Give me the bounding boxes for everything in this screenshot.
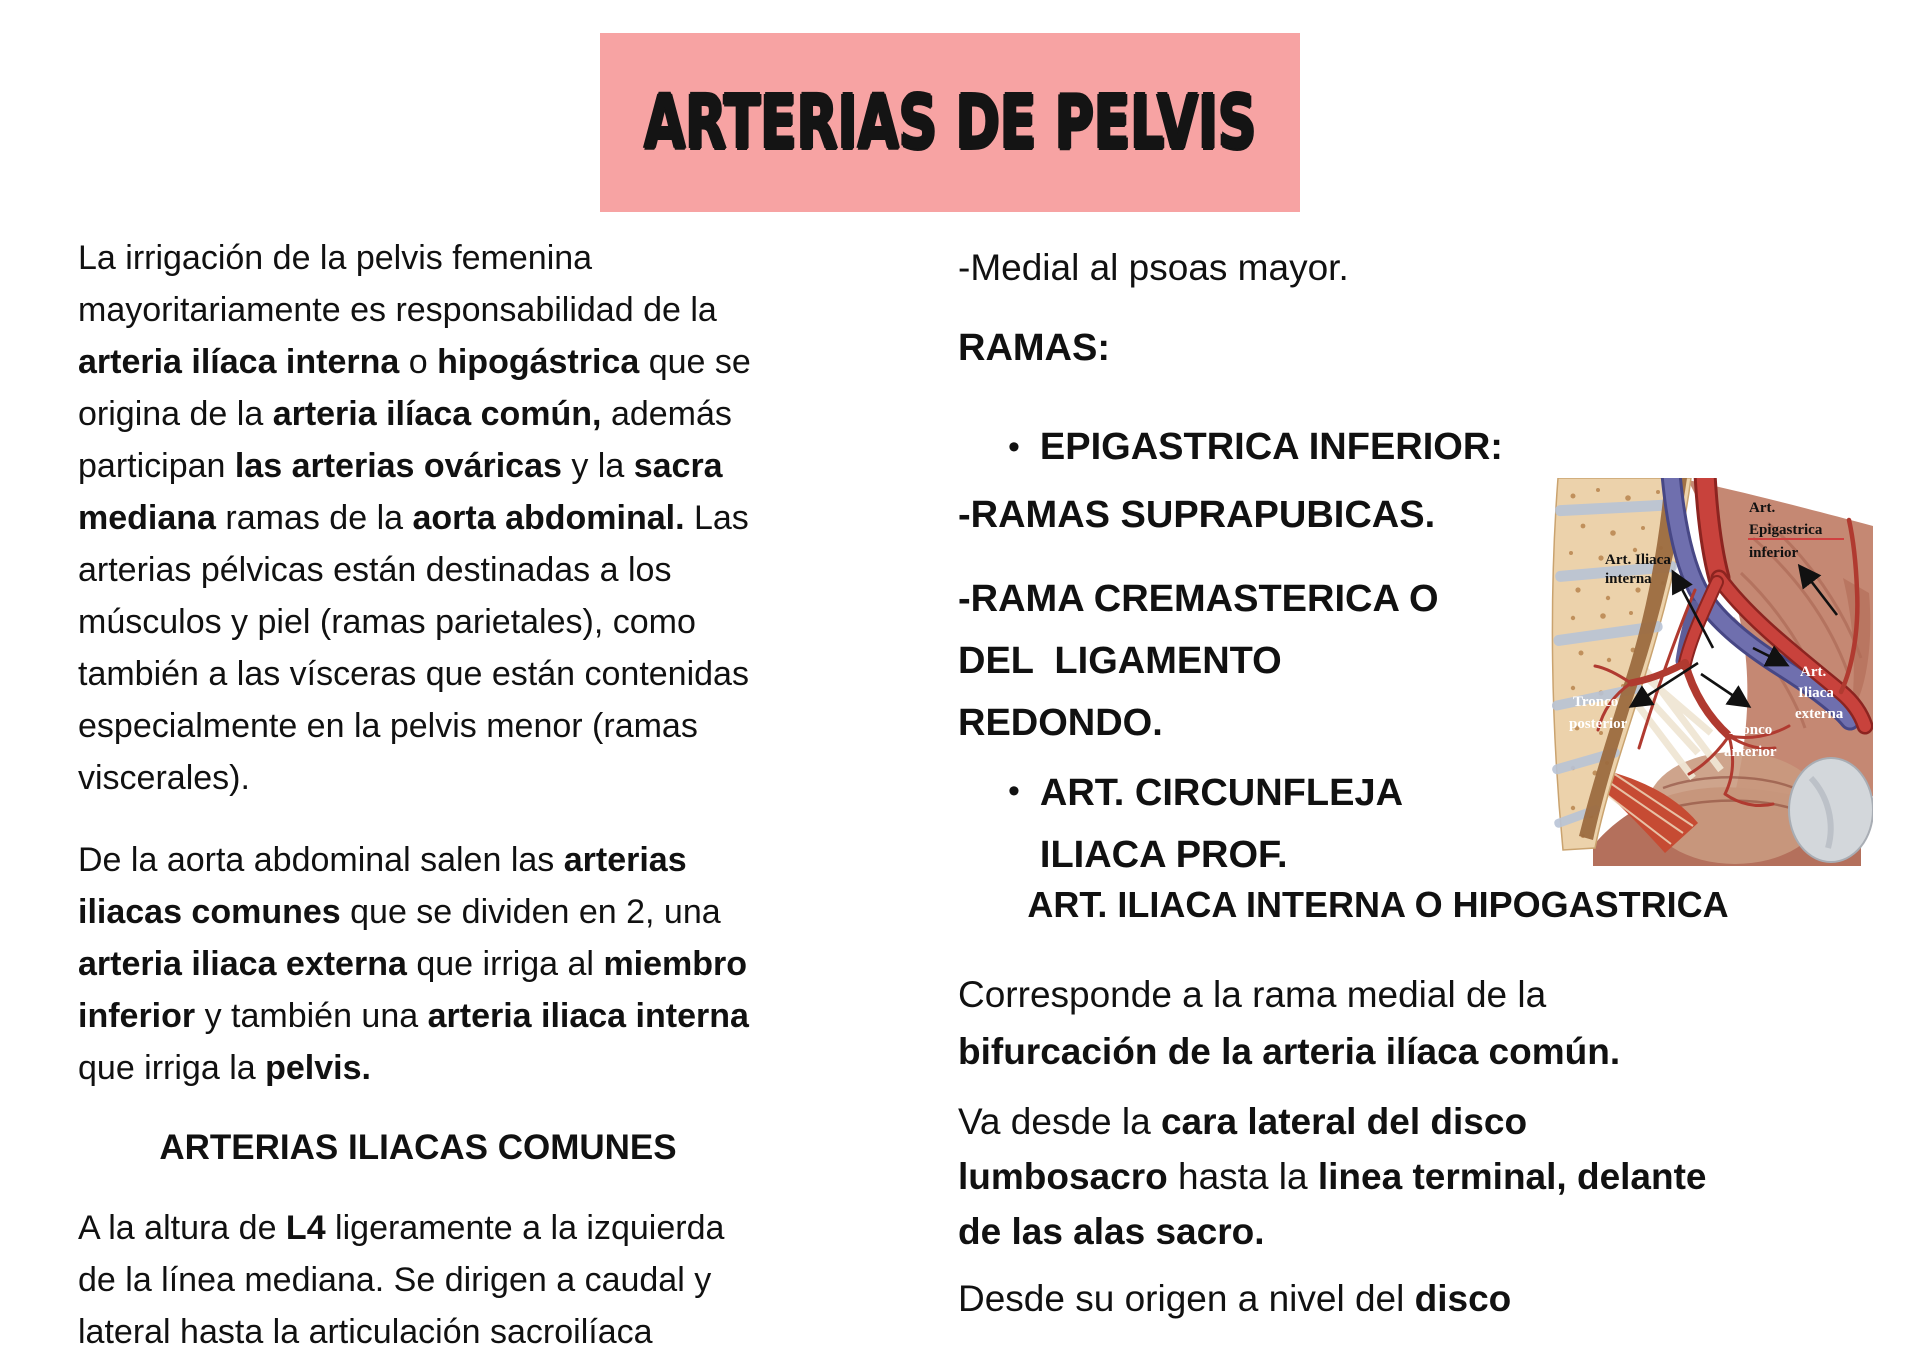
label-art-iliaca-interna: Art. Iliaca bbox=[1605, 552, 1671, 568]
svg-text:inferior: inferior bbox=[1749, 545, 1799, 561]
bullet-circunfleja-label: ART. CIRCUNFLEJA ILIACA PROF. bbox=[1039, 772, 1404, 876]
paragraph-aorta-abdominal: De la aorta abdominal salen las arterias iliacas comunes que se dividen en 2, una arteria iliaca externa que irriga al miembro inferior y también una arteria iliaca interna que irriga la pelvis. bbox=[78, 841, 749, 1087]
line-medial-psoas: -Medial al psoas mayor. bbox=[958, 247, 1349, 288]
pelvis-illustration bbox=[1543, 478, 1873, 866]
anatomy-figure-pelvic-arteries bbox=[1543, 478, 1873, 866]
heading-arterias-iliacas-comunes: ARTERIAS ILIACAS COMUNES bbox=[159, 1128, 677, 1167]
title-band bbox=[600, 33, 1300, 212]
svg-text:Iliaca: Iliaca bbox=[1798, 685, 1834, 701]
bullet-epigastrica-label: EPIGASTRICA INFERIOR: bbox=[1039, 426, 1503, 468]
paragraph-desde-origen: Desde su origen a nivel del disco bbox=[958, 1278, 1512, 1319]
bullet-icon: • bbox=[1008, 428, 1020, 466]
svg-text:Epigastrica: Epigastrica bbox=[1749, 522, 1823, 538]
svg-text:externa: externa bbox=[1795, 706, 1844, 722]
label-tronco-posterior: Tronco bbox=[1573, 694, 1619, 710]
paragraph-altura-l4: A la altura de L4 ligeramente a la izquierda de la línea mediana. Se dirigen a caudal y lateral hasta la articulación sacroilíaca bbox=[78, 1209, 725, 1351]
label-tronco-anterior: Tronco bbox=[1727, 722, 1773, 738]
label-ramas: RAMAS: bbox=[958, 327, 1110, 369]
paragraph-va-desde: Va desde la cara lateral del disco lumbosacro hasta la linea terminal, delante de las alas sacro. bbox=[958, 1101, 1707, 1252]
paragraph-irrigacion: La irrigación de la pelvis femenina mayoritariamente es responsabilidad de la arteria ilíaca interna o hipogástrica que se origina de la arteria ilíaca común, además participan las arterias ováricas y la sacra mediana ramas de la aorta abdominal. Las arterias pélvicas están destinadas a los músculos y piel (ramas parietales), como también a las vísceras que están contenidas especialmente en la pelvis menor (ramas viscerales). bbox=[78, 239, 751, 797]
left-column bbox=[78, 232, 758, 1358]
label-art-iliaca-externa: Art. bbox=[1800, 664, 1827, 680]
bullet-circunfleja-iliaca bbox=[1008, 762, 1403, 886]
heading-art-iliaca-interna: ART. ILIACA INTERNA O HIPOGASTRICA bbox=[1027, 884, 1729, 925]
line-rama-cremasterica: -RAMA CREMASTERICA O DEL LIGAMENTO REDONDO. bbox=[958, 578, 1439, 744]
paragraph-corresponde: Corresponde a la rama medial de la bifurcación de la arteria ilíaca común. bbox=[958, 974, 1621, 1072]
svg-text:posterior: posterior bbox=[1569, 716, 1628, 732]
svg-text:interna: interna bbox=[1605, 571, 1652, 587]
line-ramas-suprapubicas: -RAMAS SUPRAPUBICAS. bbox=[958, 494, 1436, 536]
bullet-epigastrica-inferior bbox=[1008, 418, 1503, 476]
page-title: ARTERIAS DE PELVIS bbox=[643, 79, 1257, 166]
label-art-epigastrica-inferior: Art. bbox=[1749, 500, 1776, 516]
bullet-icon: • bbox=[1008, 772, 1020, 810]
svg-text:anterior: anterior bbox=[1724, 744, 1777, 760]
